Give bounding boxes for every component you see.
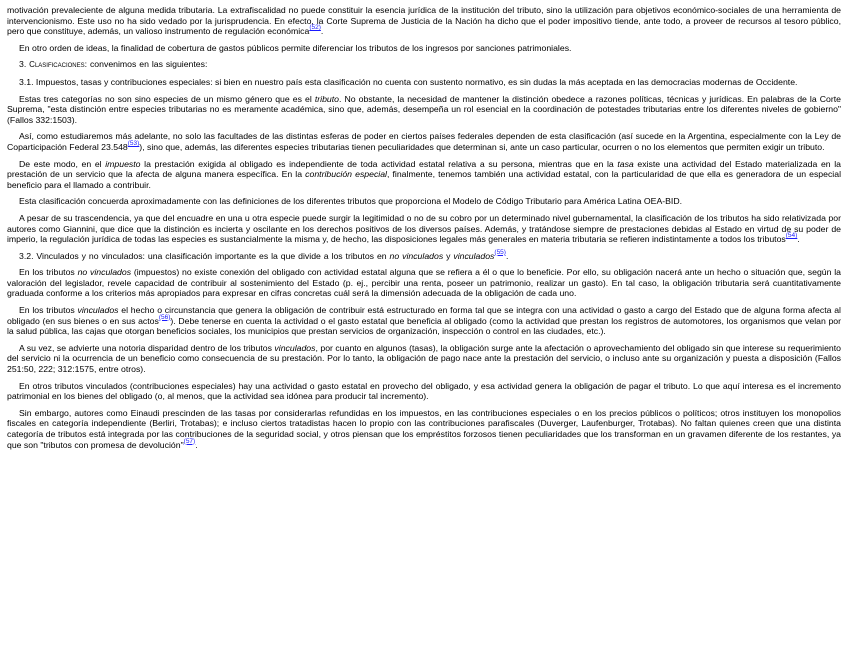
paragraph [7,196,841,207]
paragraph [7,5,841,37]
footnote-link[interactable]: (56) [158,313,171,321]
text-run: Esta clasificación concuerda aproximadamente con las definiciones de los diferentes tributos que proporciona el Modelo de Código Tributario para América Latina OEA-BID. [19,196,683,207]
paragraph [7,131,841,152]
text-run: ). Debe tenerse en cuenta la actividad o el gasto estatal que beneficia al obligado (como la actividad que prestan los registros de automotores, los organismos que velan por la salud pública, las cajas que otorgan beneficios sociales, los municipios que prestan servicios de organización, inspección o control en las ciudades, etc.). [7,315,841,337]
text-run: y [443,250,454,261]
text-run: En los tributos [19,267,78,278]
text-run: En otros tributos vinculados (contribuciones especiales) hay una actividad o gasto estatal en provecho del obligado, y esa actividad genera la obligación de pagar el tributo. Lo que aquí interesa es el incremento patrimonial en los bienes del obligado (o, al menos, que la actividad sea idónea para producir tal incremento). [7,380,841,402]
italic-text: impuesto [105,158,141,169]
italic-text: contribución especial [305,169,387,180]
text-run: A su vez, se advierte una notoria disparidad dentro de los tributos [19,342,275,353]
text-run: existe una actividad del Estado materializada en la prestación de un servicio que la afecta de alguna manera específica. En la [7,158,841,180]
text-run: 3. [19,59,30,70]
paragraph [7,59,841,71]
text-run: el hecho o circunstancia que genera la obligación de contribuir está estructurado en forma tal que se integra con una actividad o gasto a cargo del Estado que de alguna forma afecta al obligado (en sus bienes o en sus actos [7,305,841,326]
italic-text: tributo [314,93,339,104]
paragraph [7,77,841,88]
document-body [7,5,841,450]
text-run: . [505,250,509,261]
text-run: : convenimos en las siguientes: [84,59,208,70]
italic-text: vinculados [77,305,119,316]
text-run: . [320,26,324,37]
text-run: . [195,439,198,450]
paragraph [7,94,841,126]
text-run: Estas tres categorías no son sino especies de un mismo género que es el [19,93,315,104]
text-run: De este modo, en el [19,158,106,169]
italic-text: no vinculados [77,267,132,278]
text-run: la prestación exigida al obligado es independiente de toda actividad estatal relativa a su persona, mientras que en la [140,158,618,169]
text-run: 3.2. Vinculados y no vinculados: una clasificación importante es la que divide a los tributos en [19,250,390,261]
paragraph [7,43,841,54]
paragraph [7,343,841,375]
text-run: ), sino que, además, las diferentes especies tributarias tienen peculiaridades que determinan si, ante un caso particular, ocurren o no los elementos que permiten exigir un tributo. [139,141,825,152]
footnote-link[interactable]: (55) [494,248,506,256]
footnote-link[interactable]: (57) [183,437,196,445]
paragraph [7,213,841,245]
italic-text: no vinculados [389,250,444,261]
text-run: A pesar de su trascendencia, ya que del encuadre en una u otra especie puede surgir la legitimidad o no de su cobro por un determinado nivel gubernamental, la clasificación de los tributos ha sido relativizada por autores como Giannini, que dice que la distinción es incierta y oscilante en los derechos positivos de los diversos países. Además, y tratándose siempre de prestaciones debidas al Estado en virtud de su poder de imperio, la regulación jurídica de todas las especies es sustancialmente la misma y, de hecho, las disposiciones legales más generales en materia tributaria se refieren indistintamente a todos los tributos [7,212,841,245]
footnote-link[interactable]: (54) [785,232,798,240]
text-run: Sin embargo, autores como Einaudi prescinden de las tasas por considerarlas refundidas en los impuestos, en las contribuciones especiales o en los precios públicos o políticos; otros instituyen los monopolios fiscales en categoría independiente (Berliri, Trotabas); e incluso ciertos tratadistas hacen lo propio con las contribuciones parafiscales (Duverger, Laufenburger, Trotabas). No faltan quienes creen que una distinta categoría de tributos está integrada por las contribuciones de la seguridad social, y otros piensan que los empréstitos forzosos tienen peculiaridades que los transforman en un gravamen diferente de los restantes, ya que son "tributos con promesa de devolución" [7,407,841,450]
paragraph [7,267,841,299]
text-run: , por cuanto en algunos (tasas), la obligación surge ante la afectación o aprovechamiento del obligado sin que interese su requerimiento del servicio ni la ocurrencia de un beneficio como consecuencia de su prestación. Por lo tanto, la obligación de pago nace ante la prestación del servicio, o incluso ante su organización y puesta a disposición (Fallos 251:50, 222; 312:1575, entre otros). [7,342,841,375]
paragraph [7,381,841,402]
text-run: . No obstante, la necesidad de mantener la distinción obedece a razones políticas, técnicas y jurídicas. En palabras de la Corte Suprema, "esta distinción entre especies tributarias no es meramente académica, sino que, además, desempeña un rol esencial en la coordinación de potestades tributarias entre los diferentes niveles de gobierno" (Fallos 332:1503). [7,93,841,125]
text-run: En los tributos [19,305,78,316]
small-caps-heading: Clasificaciones [29,60,85,70]
text-run: (impuestos) no existe conexión del obligado con actividad estatal alguna que se refiera a él o que lo beneficie. Por ello, su obligación nacerá ante un hecho o situación que, según la valoración del legislador, revele capacidad de contribuir al sostenimiento del Estado (p. ej., percibir una renta, poseer un patrimonio, realizar un gasto). En tal caso, la obligación tributaria será cuantitativamente graduada conforme a los criterios más apropiados para expresar en cifras concretas cuál será la dimensión adecuada de la obligación de cada uno. [7,267,842,299]
paragraph [7,305,841,337]
text-run: motivación prevaleciente de alguna medida tributaria. La extrafiscalidad no puede constituir la esencia jurídica de la institución del tributo, sino la utilización para objetivos económico-sociales de una herramienta de intervencionismo. Este uso no ha sido vedado por la jurisprudencia. En efecto, la Corte Suprema de Justicia de la Nación ha dicho que el poder impositivo tiende, ante todo, a proveer de recursos al tesoro público, pero que constituye, además, un valioso instrumento de regulación económica [7,5,841,37]
italic-text: vinculados [274,342,316,353]
italic-text: vinculados [453,250,495,261]
text-run: , finalmente, tenemos también una actividad estatal, con la particularidad de que ella es generadora de un especial beneficio para el llamado a contribuir. [7,169,841,190]
text-run: 3.1. Impuestos, tasas y contribuciones especiales: si bien en nuestro país esta clasificación no cuenta con sustento normativo, es sin dudas la más aceptada en las democracias modernas de Occidente. [19,76,798,87]
footnote-link[interactable]: (52) [309,24,321,32]
paragraph [7,408,841,450]
paragraph [7,248,841,262]
paragraph [7,159,841,191]
italic-text: tasa [617,158,634,169]
text-run: En otro orden de ideas, la finalidad de cobertura de gastos públicos permite diferenciar los tributos de los ingresos por sanciones patrimoniales. [19,42,572,53]
text-run: . [797,234,800,245]
footnote-link[interactable]: (53) [127,139,140,147]
text-run: Así, como estudiaremos más adelante, no solo las facultades de las distintas esferas de poder en ciertos países federales dependen de esta clasificación (así sucede en la Argentina, especialmente con la Ley de Coparticipación Federal 23.548 [7,131,841,152]
